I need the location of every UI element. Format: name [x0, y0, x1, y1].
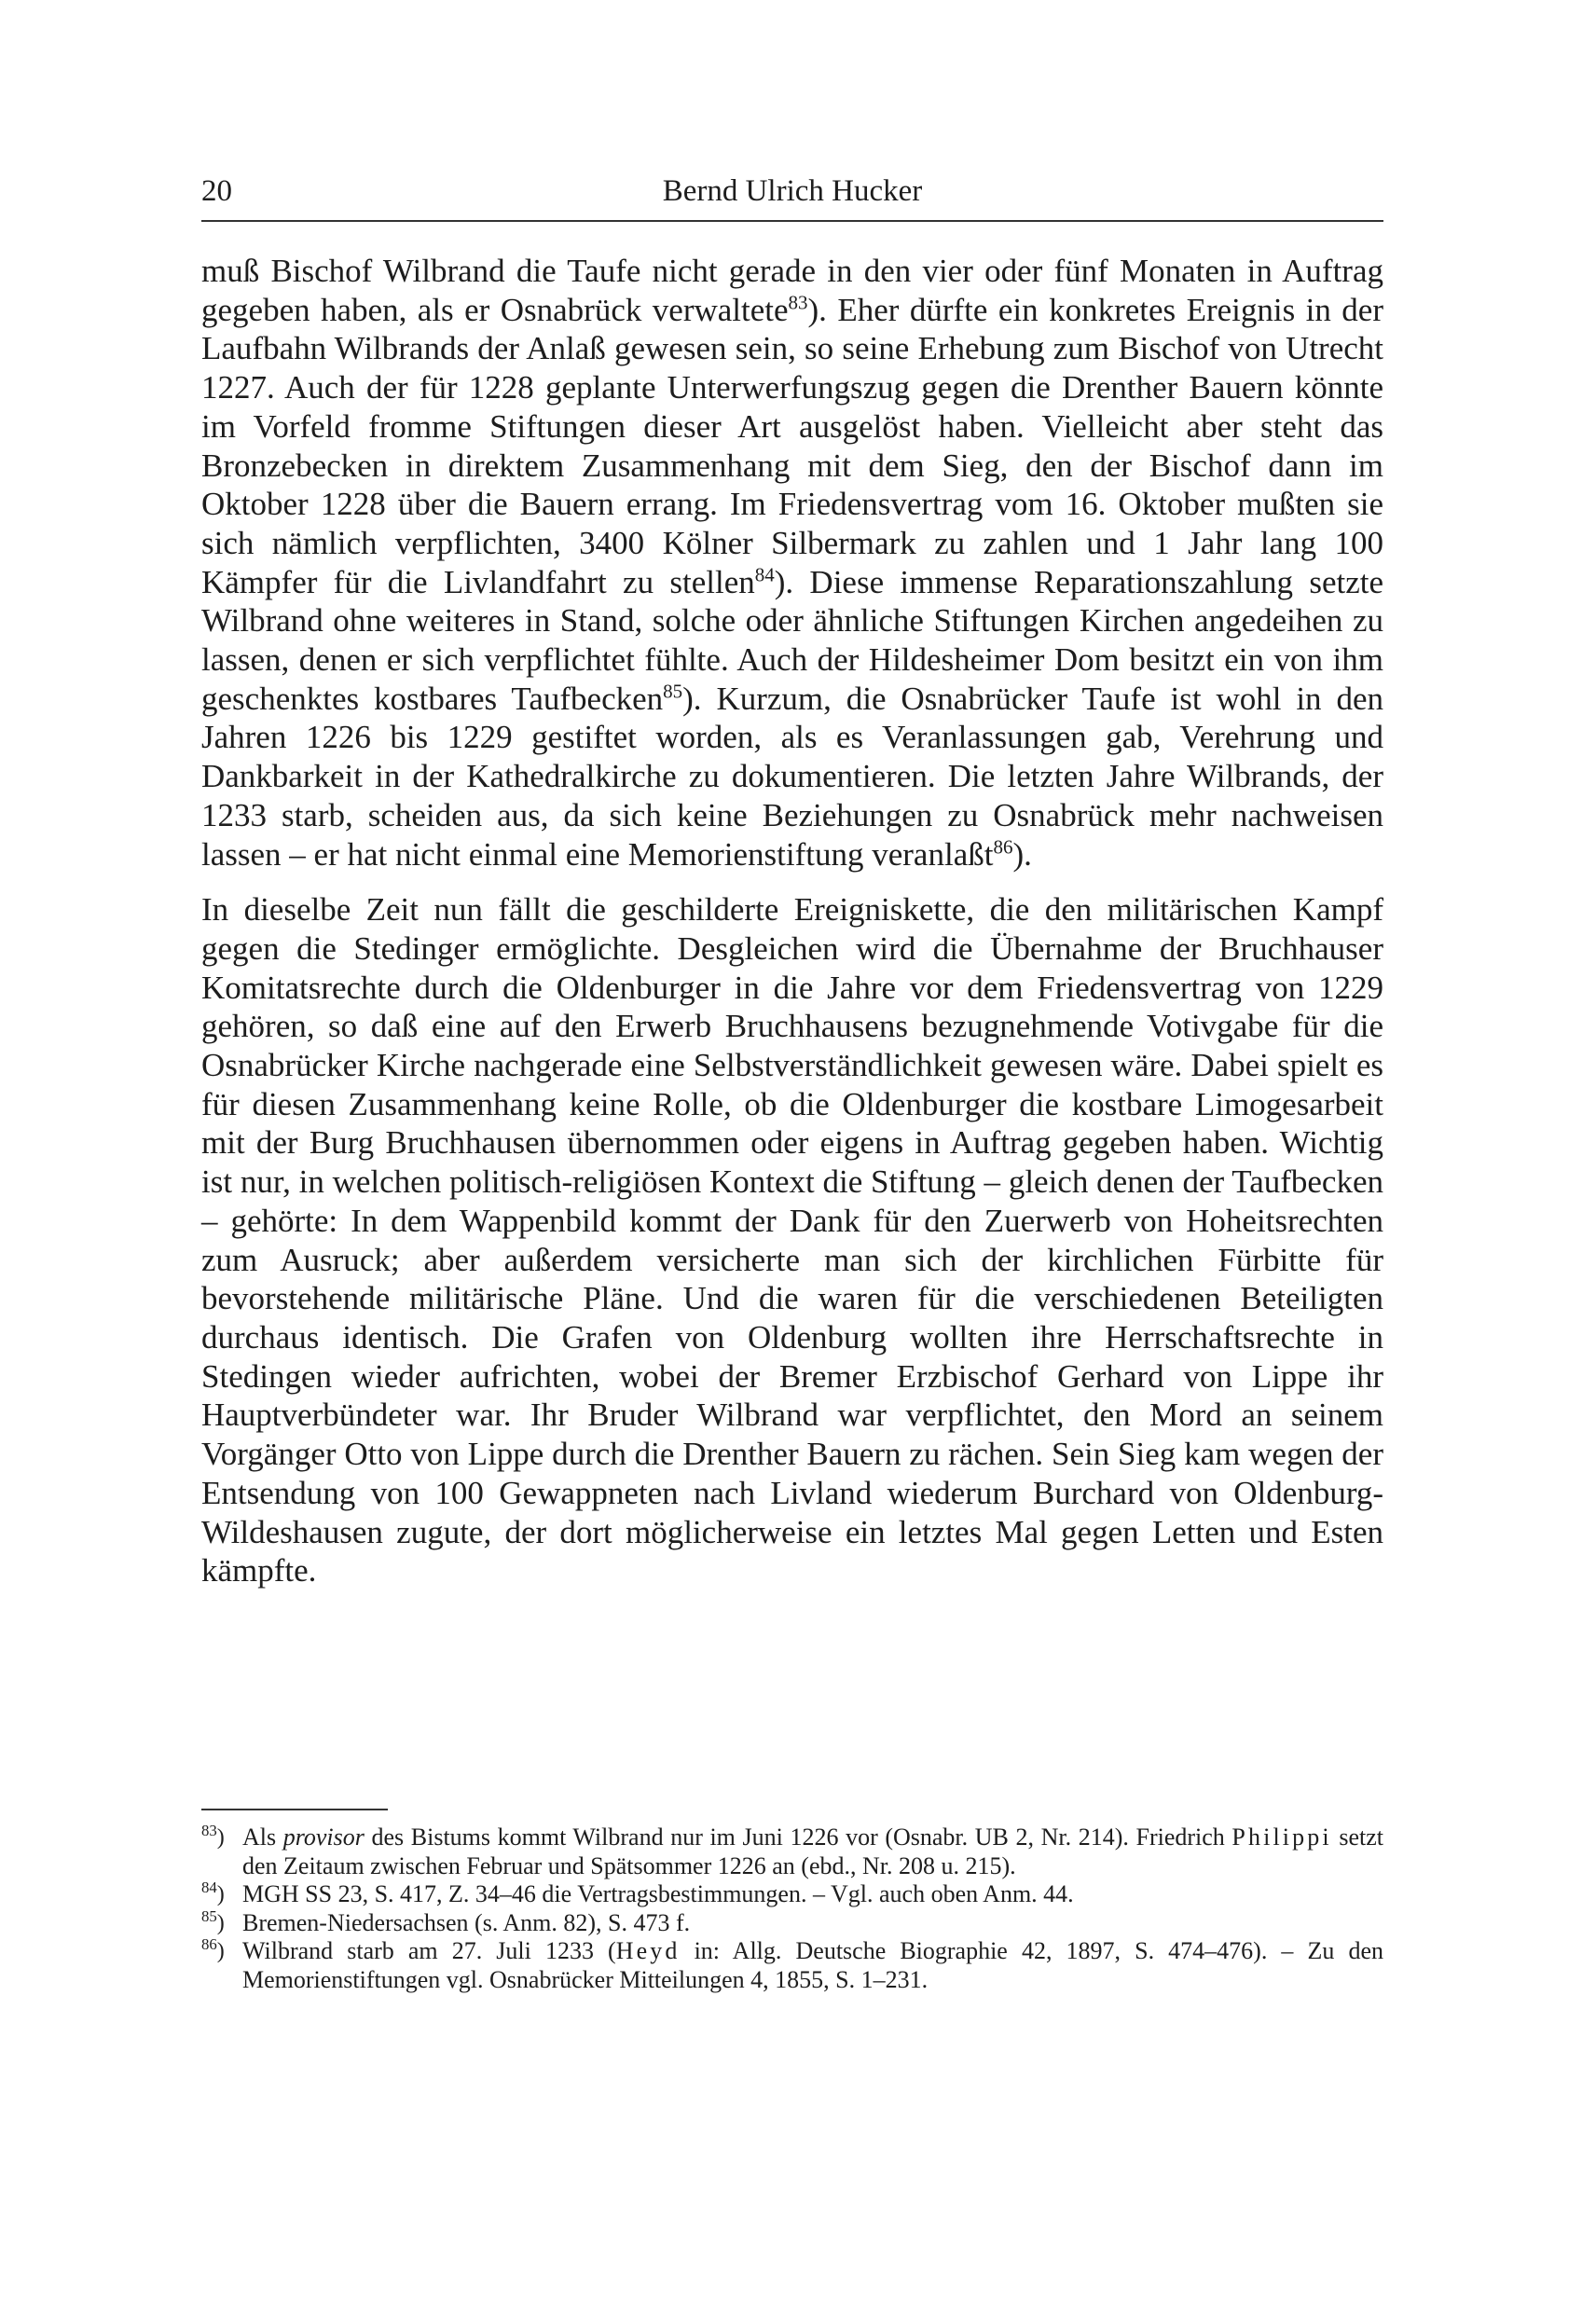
footnotes [201, 1823, 1383, 1994]
footnote-text: Wilbrand starb am 27. Juli 1233 (Heyd in: Allg. Deutsche Biographie 42, 1897, S. 474–476). – Zu den Memorienstiftungen vgl. Osnabrücker Mitteilungen 4, 1855, S. 1–231. [242, 1937, 1384, 1993]
text-segment: muß Bischof Wilbrand die Taufe nicht gerade in den vier oder fünf Monaten in Auftrag gegeben haben, als er Osnabrück verwaltete [201, 253, 1383, 328]
footnote-text: Bremen-Niedersachsen (s. Anm. 82), S. 473 f. [242, 1908, 691, 1936]
footnote-ref-84[interactable]: 84 [754, 562, 775, 585]
footnote-text: Als provisor des Bistums kommt Wilbrand nur im Juni 1226 vor (Osnabr. UB 2, Nr. 214). Friedrich Philippi setzt den Zeitaum zwischen Februar und Spätsommer 1226 an (ebd., Nr. 208 u. 215). [242, 1823, 1383, 1879]
paragraph-2: In dieselbe Zeit nun fällt die geschilderte Ereigniskette, die den militärischen Kampf gegen die Stedinger ermöglichte. Desgleichen wird die Übernahme der Bruchhauser Komitatsrechte durch die Oldenburger in die Jahre vor dem Friedensvertrag von 1229 gehören, so daß eine auf den Erwerb Bruchhausens bezugnehmende Votivgabe für die Osnabrücker Kirche nachgerade eine Selbstverständlichkeit gewesen wäre. Dabei spielt es für diesen Zusammenhang keine Rolle, ob die Oldenburger die kostbare Limogesarbeit mit der Burg Bruchhausen übernommen oder eigens in Auftrag gegeben haben. Wichtig ist nur, in welchen politisch-religiösen Kontext die Stiftung – gleich denen der Taufbecken – gehörte: In dem Wappenbild kommt der Dank für den Zuerwerb von Hoheitsrechten zum Ausruck; aber außerdem versicherte man sich der kirchlichen Fürbitte für bevorstehende militärische Pläne. Und die waren für die verschiedenen Beteiligten durchaus identisch. Die Grafen von Oldenburg wollten ihre Herrschaftsrechte in Stedingen wieder aufrichten, wobei der Bremer Erzbischof Gerhard von Lippe ihr Hauptverbündeter war. Ihr Bruder Wilbrand war verpflichtet, den Mord an seinem Vorgänger Otto von Lippe durch die Drenther Bauern zu rächen. Sein Sieg kam wegen der Entsendung von 100 Gewappneten nach Livland wiederum Burchard von Oldenburg-Wildeshausen zugute, der dort möglicherweise ein letztes Mal gegen Letten und Esten kämpfte. [201, 891, 1383, 1590]
main-text [201, 252, 1383, 1590]
footnote-rule [201, 1809, 388, 1810]
running-head-author: Bernd Ulrich Hucker [662, 174, 923, 208]
footnote-mark: $^{85}$) [201, 1906, 225, 1935]
footnote-83 [201, 1823, 1383, 1880]
footnote-mark: $^{86}$) [201, 1935, 225, 1963]
header-rule [201, 220, 1383, 222]
page-number: 20 [201, 174, 232, 208]
footnote-ref-86[interactable]: 86 [993, 834, 1013, 858]
footnote-ref-85[interactable]: 85 [663, 680, 683, 703]
text-segment: ). Kurzum, die Osnabrücker Taufe ist wohl in den Jahren 1226 bis 1229 gestiftet worden, als es Veranlassungen gab, Verehrung und Dankbarkeit in der Kathedralkirche zu dokumentieren. Die letzten Jahre Wilbrands, der 1233 starb, scheiden aus, da sich keine Beziehungen zu Osnabrück mehr nachweisen lassen – er hat nicht einmal eine Memorienstiftung veranlaßt [201, 680, 1383, 873]
author-name: Philippi [1231, 1823, 1332, 1851]
text-segment: ). [1012, 835, 1032, 873]
footnote-84 [201, 1880, 1383, 1909]
footnote-mark: $^{84}$) [201, 1878, 225, 1906]
running-header [201, 166, 1383, 216]
footnote-text: MGH SS 23, S. 417, Z. 34–46 die Vertragsbestimmungen. – Vgl. auch oben Anm. 44. [242, 1880, 1074, 1907]
footnote-86 [201, 1937, 1383, 1994]
text-segment: ). Eher dürfte ein konkretes Ereignis in der Laufbahn Wilbrands der Anlaß gewesen sein, so seine Erhebung zum Bischof von Utrecht 1227. Auch der für 1228 geplante Unterwerfungszug gegen die Drenther Bauern könnte im Vorfeld fromme Stiftungen dieser Art ausgelöst haben. Vielleicht aber steht das Bronzebecken in direktem Zusammenhang mit dem Sieg, den der Bischof dann im Oktober 1228 über die Bauern errang. Im Friedensvertrag vom 16. Oktober mußten sie sich nämlich verpflichten, 3400 Kölner Silbermark zu zahlen und 1 Jahr lang 100 Kämpfer für die Livlandfahrt zu stellen [201, 291, 1383, 600]
italic-term: provisor [282, 1823, 365, 1851]
paragraph-1 [201, 252, 1383, 874]
text-segment: ). Diese immense Reparationszahlung setzte Wilbrand ohne weiteres in Stand, solche oder ähnliche Stiftungen Kirchen angedeihen zu lassen, denen er sich verpflichtet fühlte. Auch der Hildesheimer Dom besitzt ein von ihm geschenktes kostbares Taufbecken [201, 563, 1383, 717]
footnote-85 [201, 1906, 1383, 1938]
footnote-mark: $^{83}$) [201, 1822, 225, 1850]
footnote-ref-83[interactable]: 83 [788, 291, 808, 314]
author-name: Heyd [615, 1937, 681, 1964]
